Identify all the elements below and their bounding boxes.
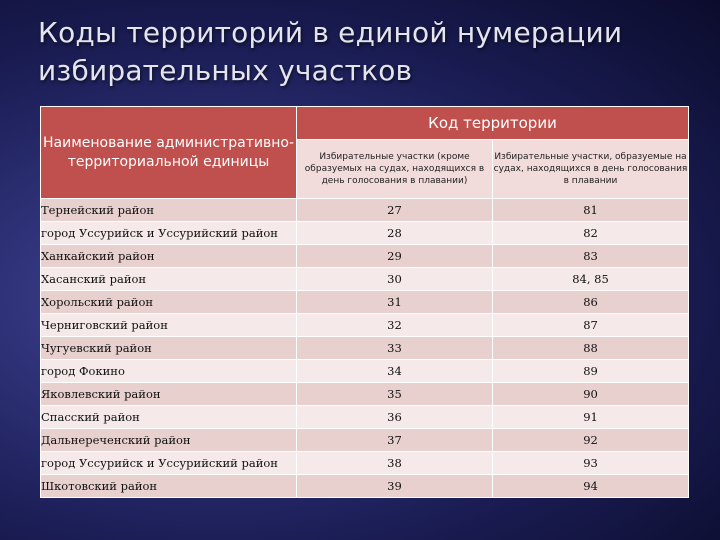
- regular-code-cell: 27: [297, 199, 493, 222]
- ship-code-cell: 86: [493, 291, 689, 314]
- regular-code-cell: 37: [297, 429, 493, 452]
- regular-code-cell: 32: [297, 314, 493, 337]
- ship-code-cell: 81: [493, 199, 689, 222]
- header-territory-name: Наименование административно-территориальной единицы: [41, 107, 297, 199]
- regular-code-cell: 30: [297, 268, 493, 291]
- ship-code-cell: 87: [493, 314, 689, 337]
- ship-code-cell: 93: [493, 452, 689, 475]
- slide-title: [38, 14, 698, 90]
- ship-code-cell: 83: [493, 245, 689, 268]
- table-row: [41, 314, 689, 337]
- regular-code-cell: 36: [297, 406, 493, 429]
- ship-code-cell: 88: [493, 337, 689, 360]
- subheader-ship-precincts: Избирательные участки, образуемые на судах, находящихся в день голосования в плавании: [493, 140, 689, 199]
- territory-name-cell: Черниговский район: [41, 314, 297, 337]
- slide-title-line-2: избирательных участков: [38, 54, 413, 87]
- table-row: [41, 383, 689, 406]
- regular-code-cell: 39: [297, 475, 493, 498]
- ship-code-cell: 94: [493, 475, 689, 498]
- ship-code-cell: 89: [493, 360, 689, 383]
- territory-name-cell: Чугуевский район: [41, 337, 297, 360]
- table-row: [41, 406, 689, 429]
- territory-name-cell: Тернейский район: [41, 199, 297, 222]
- territory-name-cell: Яковлевский район: [41, 383, 297, 406]
- ship-code-cell: 82: [493, 222, 689, 245]
- ship-code-cell: 90: [493, 383, 689, 406]
- territory-name-cell: город Уссурийск и Уссурийский район: [41, 452, 297, 475]
- ship-code-cell: 91: [493, 406, 689, 429]
- territory-name-cell: город Фокино: [41, 360, 297, 383]
- territory-name-cell: Шкотовский район: [41, 475, 297, 498]
- territory-codes-table: [40, 106, 689, 498]
- table-row: [41, 268, 689, 291]
- table-row: [41, 429, 689, 452]
- slide-title-line-1: Коды территорий в единой нумерации: [38, 16, 623, 49]
- ship-code-cell: 92: [493, 429, 689, 452]
- table-row: [41, 452, 689, 475]
- header-territory-code: Код территории: [297, 107, 689, 140]
- regular-code-cell: 33: [297, 337, 493, 360]
- table-row: [41, 360, 689, 383]
- ship-code-cell: 84, 85: [493, 268, 689, 291]
- territory-name-cell: Ханкайский район: [41, 245, 297, 268]
- table-row: [41, 337, 689, 360]
- territory-name-cell: Хорольский район: [41, 291, 297, 314]
- table-row: [41, 199, 689, 222]
- territory-name-cell: Дальнереченский район: [41, 429, 297, 452]
- subheader-regular-precincts: Избирательные участки (кроме образуемых на судах, находящихся в день голосования в плавании): [297, 140, 493, 199]
- territory-name-cell: город Уссурийск и Уссурийский район: [41, 222, 297, 245]
- table-row: [41, 475, 689, 498]
- regular-code-cell: 38: [297, 452, 493, 475]
- table-row: [41, 222, 689, 245]
- regular-code-cell: 35: [297, 383, 493, 406]
- regular-code-cell: 31: [297, 291, 493, 314]
- regular-code-cell: 34: [297, 360, 493, 383]
- table-body: [41, 199, 689, 498]
- territory-name-cell: Спасский район: [41, 406, 297, 429]
- table-row: [41, 291, 689, 314]
- territory-name-cell: Хасанский район: [41, 268, 297, 291]
- table-row: [41, 245, 689, 268]
- regular-code-cell: 28: [297, 222, 493, 245]
- regular-code-cell: 29: [297, 245, 493, 268]
